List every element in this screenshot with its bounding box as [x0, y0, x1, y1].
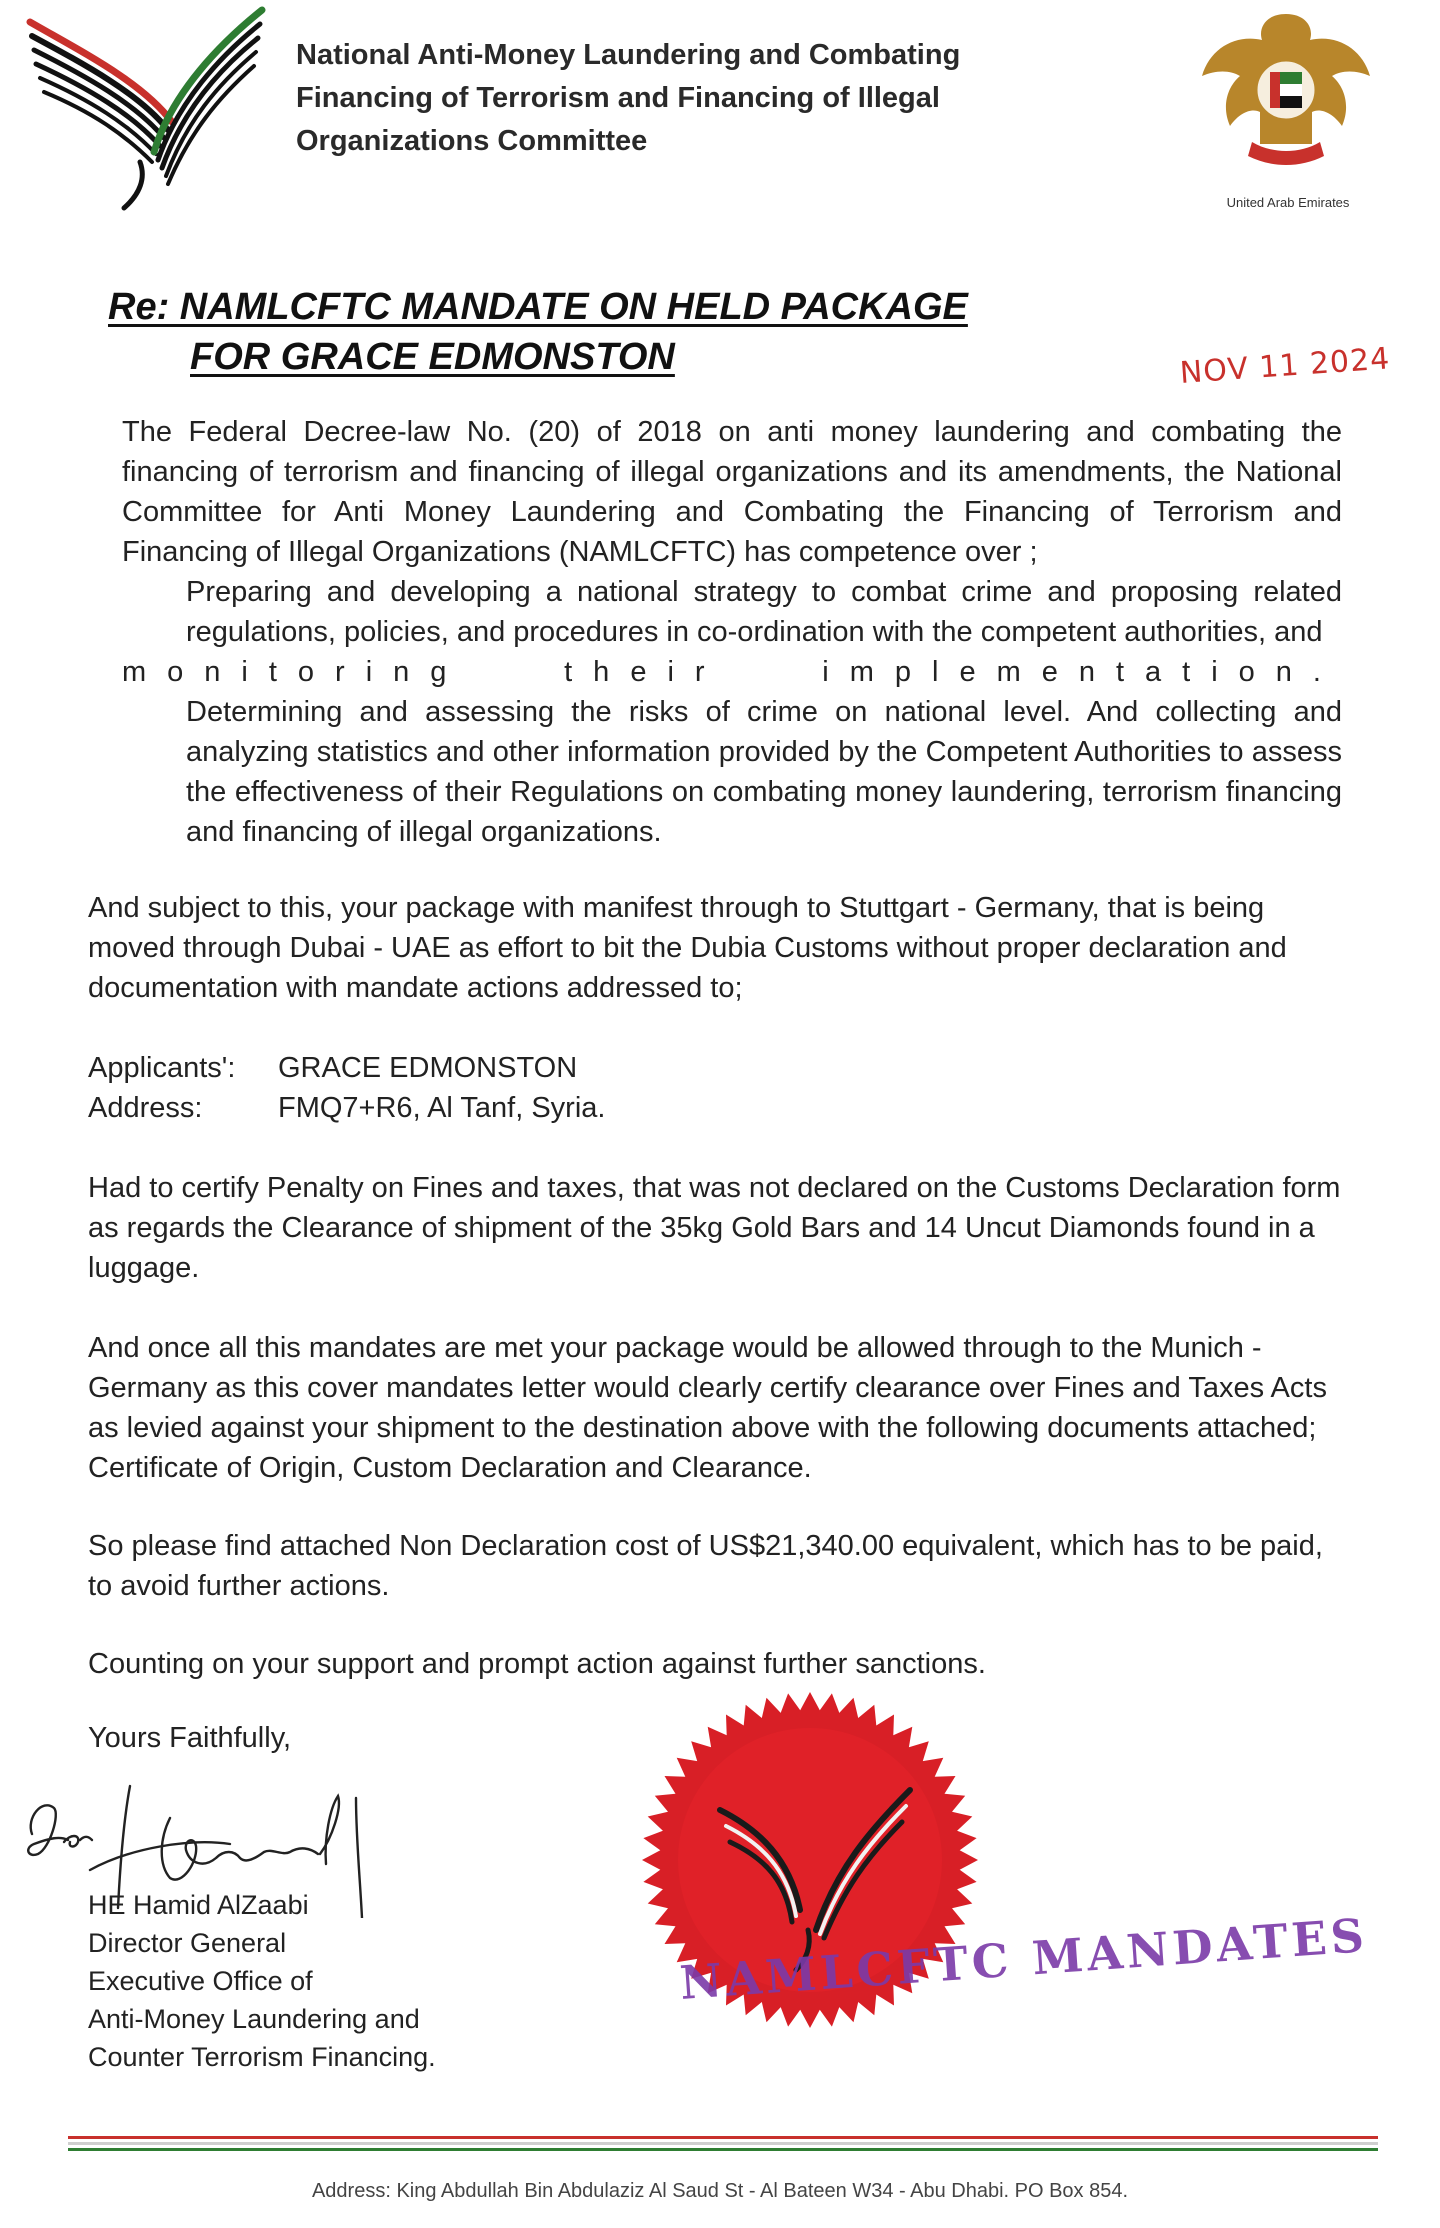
- closing-salutation: Yours Faithfully,: [88, 1722, 292, 1754]
- body-paragraph: Had to certify Penalty on Fines and taxes, that was not declared on the Customs Declaration form as regards the Clearance of shipment of the 35kg Gold Bars and 14 Uncut Diamonds found in a luggage.: [88, 1172, 1341, 1284]
- applicant-name-value: GRACE EDMONSTON: [278, 1052, 578, 1084]
- committee-name-line: National Anti-Money Laundering and Combating: [296, 39, 961, 71]
- applicant-address-row: [88, 1088, 605, 1128]
- emblem-caption: United Arab Emirates: [1226, 195, 1350, 210]
- signer-name: HE Hamid AlZaabi: [88, 1890, 309, 1920]
- applicant-address-label: Address:: [88, 1092, 203, 1124]
- signer-office: Anti-Money Laundering and: [88, 2004, 420, 2034]
- body-paragraph: And subject to this, your package with manifest through to Stuttgart - Germany, that is being moved through Dubai - UAE as effort to bit the Dubia Customs without proper declaration and documentation with mandate actions addressed to;: [88, 892, 1287, 1004]
- wing-logo-icon: [22, 2, 272, 212]
- body-paragraph: Counting on your support and prompt action against further sanctions.: [88, 1648, 986, 1680]
- committee-name: [296, 34, 1056, 163]
- signer-title: Director General: [88, 1928, 287, 1958]
- signer-office: Counter Terrorism Financing.: [88, 2042, 436, 2072]
- signer-office: Executive Office of: [88, 1966, 313, 1996]
- applicant-address-value: FMQ7+R6, Al Tanf, Syria.: [278, 1092, 606, 1124]
- applicant-name-label: Applicants':: [88, 1052, 236, 1084]
- decree-text: The Federal Decree-law No. (20) of 2018 on anti money laundering and combating the financing of terrorism and financing of illegal organizations and its amendments, the National Committee for Anti Money Laundering and Combating the Financing of Terrorism and Financing of Illegal Organizations (NAMLCFTC) has competence over ;: [122, 416, 1342, 568]
- subject-heading: [108, 282, 1108, 382]
- body-paragraph: So please find attached Non Declaration cost of US$21,340.00 equivalent, which has to be paid, to avoid further actions.: [88, 1530, 1323, 1602]
- decree-text: Determining and assessing the risks of crime on national level. And collecting and analyzing statistics and other information provided by the Competent Authorities to assess the effectiveness of their Regulations on combating money laundering, terrorism financing and financing of illegal organizations.: [186, 696, 1342, 848]
- committee-name-line: Financing of Terrorism and Financing of Illegal: [296, 82, 940, 114]
- date-stamp: NOV 11 2024: [1178, 341, 1392, 391]
- footer-address: Address: King Abdullah Bin Abdulaziz Al Saud St - Al Bateen W34 - Abu Dhabi. PO Box 854.: [311, 2180, 1129, 2202]
- subject-line: FOR GRACE EDMONSTON: [190, 336, 675, 378]
- uae-falcon-emblem-icon: [1196, 4, 1376, 174]
- footer-divider: [68, 2136, 1378, 2158]
- decree-paragraph: [122, 412, 1342, 852]
- applicant-name-row: [88, 1048, 605, 1088]
- decree-text: Preparing and developing a national strategy to combat crime and proposing related regulations, policies, and procedures in co-ordination with the competent authorities, and: [186, 576, 1342, 648]
- committee-name-line: Organizations Committee: [296, 125, 648, 157]
- body-paragraph: And once all this mandates are met your package would be allowed through to the Munich - Germany as this cover mandates letter would clearly certify clearance over Fines and Taxes Acts as levied against your shipment to the destination above with the following documents attached; Certificate of Origin, Custom Declaration and Clearance.: [88, 1332, 1327, 1484]
- applicant-details: [88, 1048, 605, 1128]
- signer-block: [88, 1886, 648, 2076]
- mandates-stamp: NAMLCFTC MANDATES: [678, 1907, 1370, 2010]
- subject-line: Re: NAMLCFTC MANDATE ON HELD PACKAGE: [108, 286, 968, 328]
- decree-text: monitoring their implementation.: [122, 656, 1342, 688]
